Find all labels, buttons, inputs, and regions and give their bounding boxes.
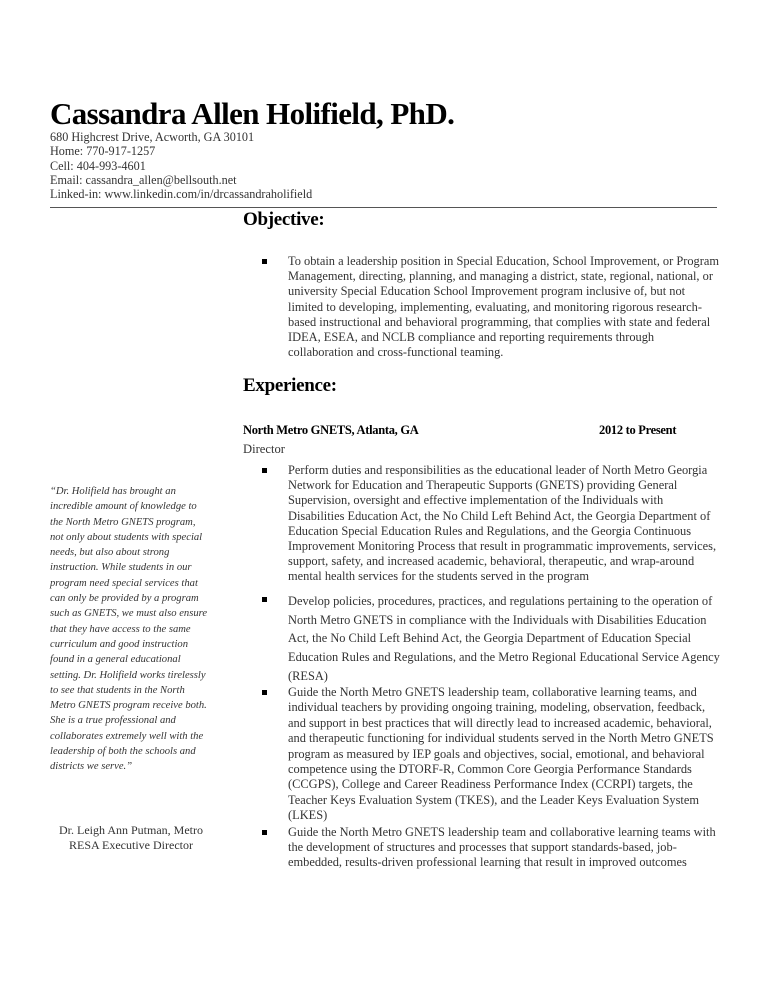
bullet-square-icon: [262, 597, 267, 602]
experience-bullet-text: Perform duties and responsibilities as the educational leader of North Metro Georgia Network for Education and Therapeutic Supports (GNETS) providing General Supervision, oversight and effective implementation of the Individuals with Disabilities Education Act, the No Child Left Behind Act, the Georgia Department of Education Special Education Rules and Regulations, and the Georgia Continuous Improvement Monitoring Process that result in programmatic improvements, services, support, safety, and increased academic, behavioral, therapeutic, and wrap-around mental health services for the students served in the program: [288, 463, 717, 584]
home-phone-line: Home: 770-917-1257: [50, 144, 156, 159]
employer-name: North Metro GNETS, Atlanta, GA: [243, 423, 419, 437]
bullet-square-icon: [262, 690, 267, 695]
job-title: Director: [243, 442, 285, 456]
header-divider: [50, 207, 717, 208]
testimonial-quote: “Dr. Holifield has brought an incredible amount of knowledge to the North Metro GNETS program, not only about students with special needs, but also about strong instruction. While students in our program need special services that can only be provided by a program such as GNETS, we must also ensure that they have access to the same curriculum and good instruction found in a general educational setting. Dr. Holifield works tirelessly to see that students in the North Metro GNETS program receive both. She is a true professional and collaborates extremely well with the leadership of both the schools and districts we serve.”: [50, 486, 208, 773]
cell-phone-line: Cell: 404-993-4601: [50, 158, 146, 173]
address-line: 680 Highcrest Drive, Acworth, GA 30101: [50, 130, 255, 144]
bullet-square-icon: [262, 259, 267, 264]
experience-heading: Experience:: [243, 375, 337, 396]
bullet-square-icon: [262, 468, 267, 473]
experience-bullet-text: Develop policies, procedures, practices, and regulations pertaining to the operation of North Metro GNETS in compliance with the Individuals with Disabilities Education Act, the No Child Left Behind Act, the Georgia Department of Education Special Education Rules and Regulations, and the Metro Regional Educational Service Agency (RESA): [288, 594, 720, 683]
contact-info: [50, 130, 312, 201]
email-line: Email: cassandra_allen@bellsouth.net: [50, 172, 237, 187]
testimonial-attribution: Dr. Leigh Ann Putman, Metro RESA Executive Director: [59, 823, 203, 852]
experience-bullet-text: Guide the North Metro GNETS leadership team, collaborative learning teams, and individual teachers by providing ongoing training, modeling, observation, feedback, and support in best practices that will directly lead to increased academic, behavioral, and therapeutic functioning for individual students served in the North Metro GNETS program as measured by IEP goals and objectives, social, emotional, and behavioral competence using the DTORF-R, Common Core Georgia Performance Standards (CCGPS), College and Career Readiness Performance Index (CCRPI) targets, the Teacher Keys Evaluation System (TKES), and the Leader Keys Evaluation System (LKES): [288, 685, 714, 823]
employment-dates: 2012 to Present: [599, 423, 677, 437]
candidate-name: Cassandra Allen Holifield, PhD.: [50, 96, 455, 131]
linkedin-line: Linked-in: www.linkedin.com/in/drcassandraholifield: [50, 187, 313, 202]
objective-heading: Objective:: [243, 209, 325, 230]
objective-text: To obtain a leadership position in Special Education, School Improvement, or Program Management, directing, planning, and managing a district, state, regional, national, or university Special Education School Improvement program inclusive of, but not limited to developing, implementing, evaluating, and monitoring rigorous research-based instructional and behavioral programming, that complies with state and federal IDEA, ESEA, and NCLB compliance and reporting requirements through collaboration and cross-functional teaming.: [288, 254, 719, 360]
bullet-square-icon: [262, 830, 267, 835]
experience-bullet-text: Guide the North Metro GNETS leadership team and collaborative learning teams with the development of structures and processes that support standards-based, job-embedded, results-driven professional learning that result in improved outcomes: [288, 825, 716, 870]
